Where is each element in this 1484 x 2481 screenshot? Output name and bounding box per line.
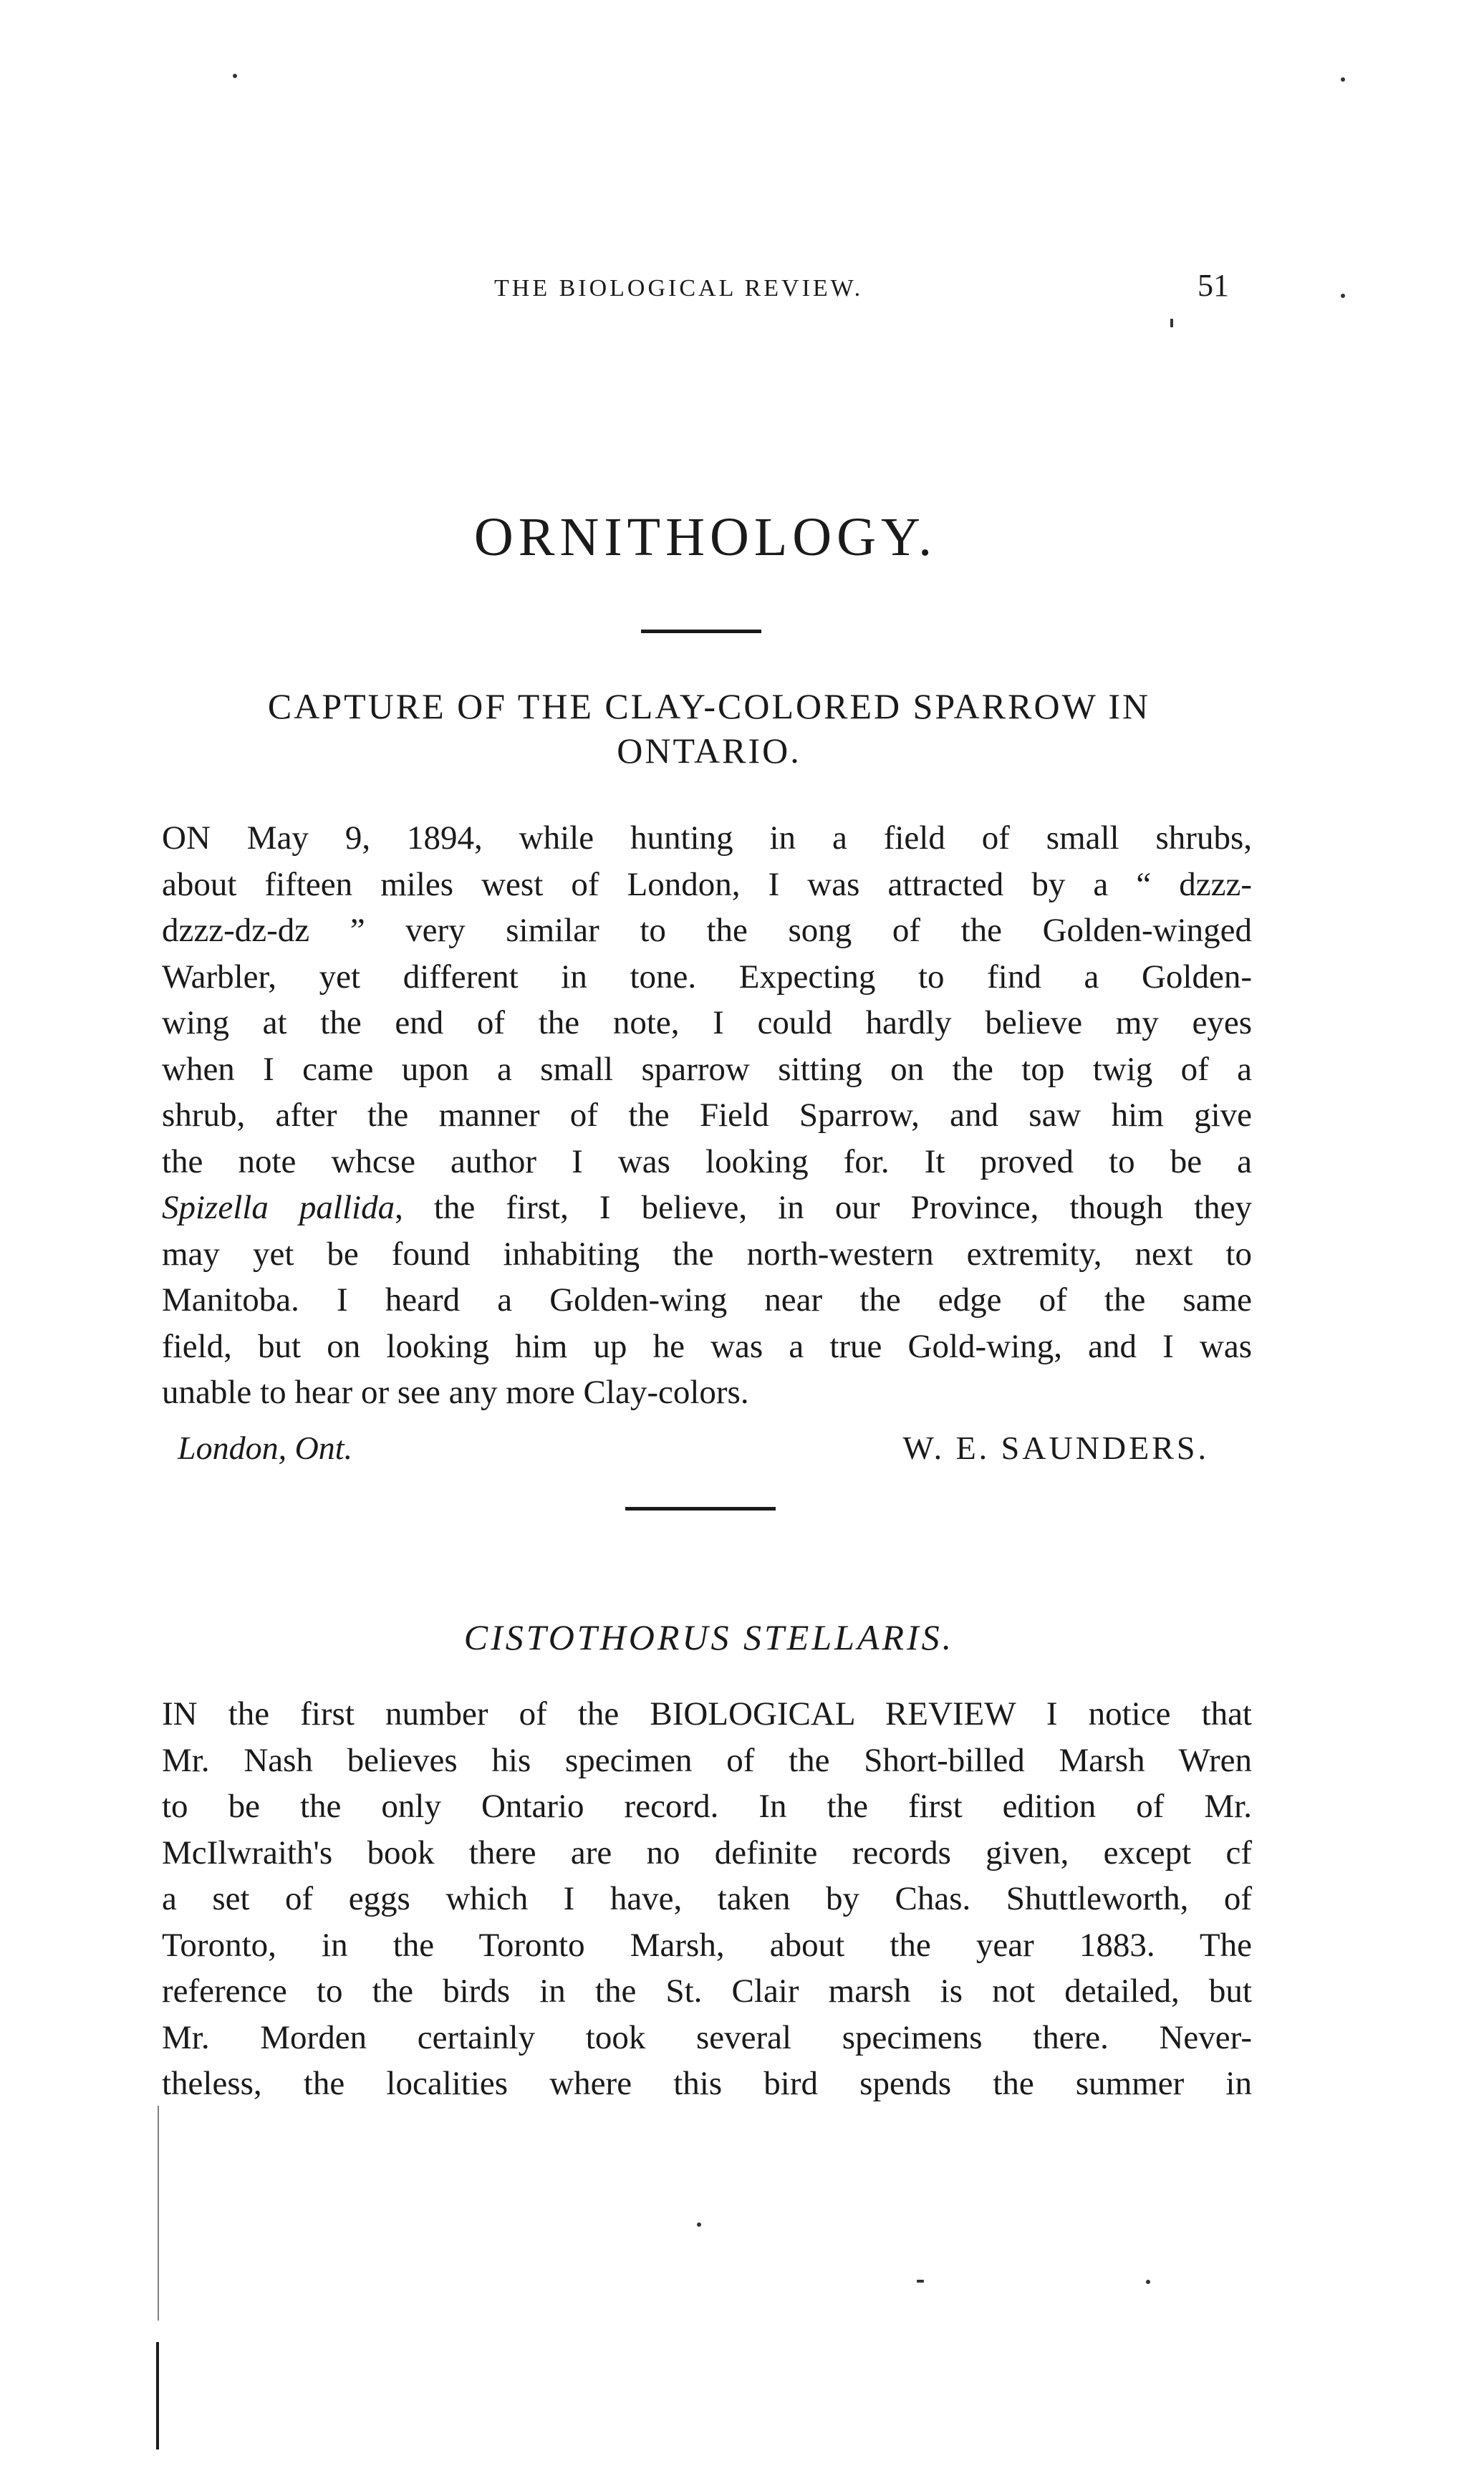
section-title: ORNITHOLOGY. — [473, 507, 938, 567]
text-line: a set of eggs which I have, taken by Chas. Shuttleworth, of — [162, 1880, 1252, 1917]
text-line: Manitoba. I heard a Golden-wing near the edge of the same — [162, 1281, 1252, 1319]
text-line: field, but on looking him up he was a true Gold-wing, and I was — [162, 1327, 1252, 1365]
taxon-name: Spizella pallida — [162, 1189, 395, 1226]
text-line: dzzz-dz-dz ” very similar to the song of the Golden-winged — [162, 912, 1252, 949]
scan-speck — [1170, 319, 1173, 327]
text-line: Spizella pallida, the first, I believe, in our Province, though they — [162, 1189, 1252, 1226]
text-line: McIlwraith's book there are no definite records given, except cf — [162, 1834, 1252, 1871]
scan-speck — [917, 2280, 924, 2283]
text-line: when I came upon a small sparrow sitting on the top twig of a — [162, 1050, 1252, 1088]
text-line: to be the only Ontario record. In the first edition of Mr. — [162, 1788, 1252, 1825]
scan-margin-stroke — [158, 2106, 159, 2321]
text-line: the note whcse author I was looking for. It proved to be a — [162, 1142, 1252, 1180]
signoff-author: W. E. SAUNDERS. — [902, 1430, 1209, 1466]
text-line: may yet be found inhabiting the north-western extremity, next to — [162, 1235, 1252, 1273]
article-title-clay-colored-sparrow — [158, 684, 1261, 773]
text-line: Toronto, in the Toronto Marsh, about the year 1883. The — [162, 1926, 1252, 1964]
article-signoff — [178, 1425, 1209, 1471]
scan-speck — [233, 74, 237, 78]
text-line: Mr. Morden certainly took several specimens there. Never- — [162, 2018, 1252, 2056]
text-line: unable to hear or see any more Clay-colors. — [162, 1374, 749, 1411]
text-line: theless, the localities where this bird spends the summer in — [162, 2065, 1252, 2102]
scan-margin-stroke — [156, 2342, 159, 2449]
text-line: Warbler, yet different in tone. Expecting to find a Golden- — [162, 958, 1252, 996]
running-title: THE BIOLOGICAL REVIEW. — [494, 275, 864, 302]
article-body-clay-colored-sparrow — [162, 815, 1252, 1416]
text-line: ON May 9, 1894, while hunting in a field of small shrubs, — [162, 819, 1252, 857]
text-line: Mr. Nash believes his specimen of the Short-billed Marsh Wren — [162, 1741, 1252, 1779]
article-title-line: ONTARIO. — [617, 731, 801, 771]
text-line: reference to the birds in the St. Clair marsh is not detailed, but — [162, 1972, 1252, 2010]
article-body-cistothorus — [162, 1691, 1252, 2107]
text-line: wing at the end of the note, I could hardly believe my eyes — [162, 1004, 1252, 1041]
article-title-cistothorus: CISTOTHORUS STELLARIS. — [463, 1617, 955, 1657]
running-head — [0, 268, 1484, 307]
section-divider — [641, 630, 761, 633]
signoff-place: London, Ont. — [178, 1430, 353, 1466]
scan-speck — [697, 2222, 701, 2227]
text-line: about fifteen miles west of London, I was attracted by a “ dzzz- — [162, 865, 1252, 903]
scan-speck — [1146, 2280, 1150, 2284]
article-divider — [625, 1507, 776, 1511]
page-number: 51 — [1198, 268, 1229, 303]
text-line: shrub, after the manner of the Field Sparrow, and saw him give — [162, 1097, 1252, 1134]
scan-speck — [1341, 77, 1345, 82]
article-title-line: CAPTURE OF THE CLAY-COLORED SPARROW IN — [267, 686, 1151, 726]
text-line: IN the first number of the BIOLOGICAL REVIEW I notice that — [162, 1695, 1252, 1733]
